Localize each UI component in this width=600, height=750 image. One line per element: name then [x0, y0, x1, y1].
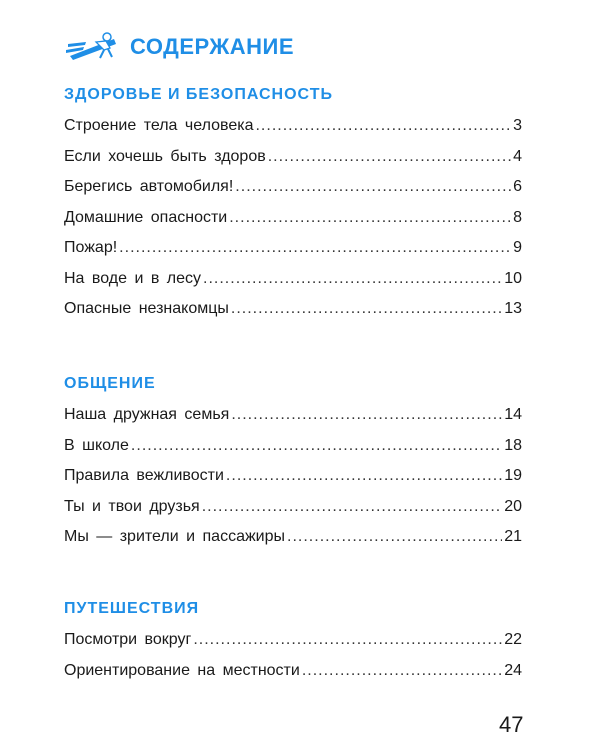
- toc-entry-page: 6: [513, 178, 522, 195]
- toc-entry-title: Наша дружная семья: [64, 406, 230, 423]
- toc-entry[interactable]: [64, 405, 522, 436]
- toc-rows: [64, 116, 522, 330]
- toc-entry[interactable]: [64, 527, 522, 558]
- toc-entry-page: 24: [504, 661, 522, 679]
- section-title: ПУТЕШЕСТВИЯ: [64, 600, 200, 617]
- toc-entry-page: 19: [504, 467, 522, 484]
- toc-entry[interactable]: [64, 466, 522, 497]
- toc-entry[interactable]: [64, 238, 522, 269]
- dot-leader: [229, 208, 511, 228]
- toc-entry-title: Посмотри вокруг: [64, 631, 192, 648]
- toc-rows: [64, 405, 522, 558]
- dot-leader: [202, 497, 502, 517]
- toc-entry[interactable]: [64, 497, 522, 528]
- toc-entry-title: Мы — зрители и пассажиры: [64, 528, 286, 545]
- toc-section-health: [64, 85, 522, 330]
- dot-leader: [255, 116, 511, 136]
- toc-entry[interactable]: [64, 436, 522, 467]
- toc-entry[interactable]: [64, 661, 522, 692]
- toc-entry[interactable]: [64, 208, 522, 239]
- dot-leader: [287, 527, 502, 547]
- toc-entry-page: 4: [513, 147, 522, 165]
- section-title: ОБЩЕНИЕ: [64, 375, 156, 392]
- toc-entry-title: Если хочешь быть здоров: [64, 147, 266, 165]
- toc-entry-page: 3: [513, 117, 522, 134]
- toc-entry-page: 9: [513, 239, 522, 256]
- toc-entry-title: Опасные незнакомцы: [64, 300, 229, 317]
- dot-leader: [226, 466, 502, 486]
- toc-entry-page: 13: [504, 300, 522, 317]
- toc-entry[interactable]: [64, 630, 522, 661]
- toc-header: [64, 30, 294, 64]
- running-figure-logo-icon: [64, 31, 120, 63]
- toc-section-communication: [64, 374, 522, 558]
- toc-entry-title: Строение тела человека: [64, 117, 254, 134]
- dot-leader: [231, 405, 502, 425]
- toc-entry-page: 21: [504, 528, 522, 545]
- toc-entry[interactable]: [64, 116, 522, 147]
- dot-leader: [131, 436, 502, 456]
- page-number: 47: [499, 712, 524, 737]
- toc-entry[interactable]: [64, 177, 522, 208]
- toc-entry[interactable]: [64, 269, 522, 300]
- toc-entry-title: Ориентирование на местности: [64, 661, 300, 679]
- toc-entry-title: Берегись автомобиля!: [64, 178, 234, 195]
- dot-leader: [203, 269, 502, 289]
- toc-entry-title: Домашние опасности: [64, 208, 228, 226]
- toc-rows: [64, 630, 522, 691]
- dot-leader: [268, 147, 511, 167]
- section-title: ЗДОРОВЬЕ И БЕЗОПАСНОСТЬ: [64, 86, 333, 103]
- toc-section-travel: [64, 599, 522, 691]
- dot-leader: [193, 630, 502, 650]
- toc-entry-title: На воде и в лесу: [64, 269, 202, 287]
- toc-entry-title: Пожар!: [64, 239, 118, 256]
- toc-entry-title: Ты и твои друзья: [64, 497, 200, 515]
- page-title: СОДЕРЖАНИЕ: [130, 34, 295, 59]
- toc-entry-page: 22: [504, 631, 522, 648]
- toc-entry-page: 18: [504, 436, 522, 454]
- dot-leader: [235, 177, 511, 197]
- toc-entry[interactable]: [64, 147, 522, 178]
- toc-entry-page: 14: [504, 406, 522, 423]
- toc-entry[interactable]: [64, 299, 522, 330]
- dot-leader: [119, 238, 511, 258]
- toc-entry-title: В школе: [64, 436, 129, 454]
- toc-entry-title: Правила вежливости: [64, 467, 224, 484]
- toc-entry-page: 20: [504, 497, 522, 515]
- dot-leader: [302, 661, 502, 681]
- dot-leader: [231, 299, 502, 319]
- toc-entry-page: 10: [504, 269, 522, 287]
- toc-entry-page: 8: [513, 208, 522, 226]
